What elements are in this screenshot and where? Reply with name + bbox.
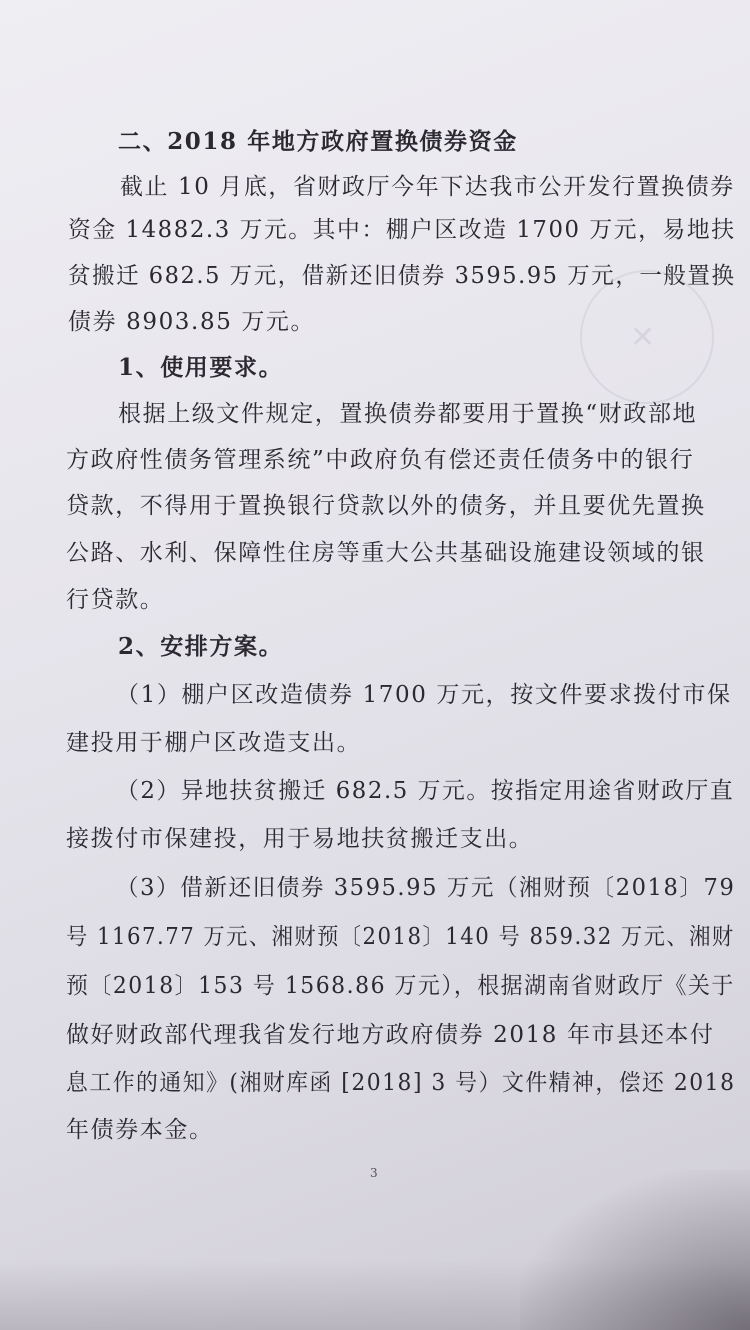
paragraph-line: 方政府性债务管理系统”中政府负有偿还责任债务中的银行: [66, 447, 695, 473]
page-number: 3: [370, 1166, 378, 1180]
paragraph-line: 息工作的通知》(湘财库函 [2018] 3 号）文件精神，偿还 2018: [66, 1070, 736, 1096]
paragraph-line: 接拨付市保建投，用于易地扶贫搬迁支出。: [66, 826, 534, 852]
paragraph-line: 建投用于棚户区改造支出。: [66, 730, 362, 756]
paragraph-line: 做好财政部代理我省发行地方政府债券 2018 年市县还本付: [66, 1022, 715, 1048]
subsection-heading: 1、使用要求。: [118, 354, 284, 381]
corner-shadow: [520, 1170, 750, 1330]
paragraph-line: 预〔2018〕153 号 1568.86 万元），根据湖南省财政厅《关于: [66, 973, 735, 999]
faint-seal-mark: ✕: [630, 320, 656, 355]
paragraph-line: （1）棚户区改造债券 1700 万元，按文件要求拨付市保: [116, 682, 732, 708]
paragraph-line: 债券 8903.85 万元。: [68, 309, 316, 335]
section-heading: 二、2018 年地方政府置换债券资金: [118, 128, 518, 155]
paragraph-line: 资金 14882.3 万元。其中：棚户区改造 1700 万元，易地扶: [68, 217, 736, 243]
paragraph-line: 公路、水利、保障性住房等重大公共基础设施建设领域的银: [66, 540, 706, 566]
paragraph-line: 截止 10 月底，省财政厅今年下达我市公开发行置换债券: [120, 174, 735, 200]
paragraph-line: 年债券本金。: [66, 1117, 214, 1143]
paragraph-line: （2）异地扶贫搬迁 682.5 万元。按指定用途省财政厅直: [116, 778, 735, 804]
paragraph-line: 贫搬迁 682.5 万元，借新还旧债券 3595.95 万元，一般置换: [68, 263, 736, 289]
paragraph-line: 根据上级文件规定，置换债券都要用于置换“财政部地: [118, 401, 698, 427]
paragraph-line: 贷款，不得用于置换银行贷款以外的债务，并且要优先置换: [66, 493, 706, 519]
paragraph-line: 号 1167.77 万元、湘财预〔2018〕140 号 859.32 万元、湘财: [66, 924, 735, 950]
paragraph-line: （3）借新还旧债券 3595.95 万元（湘财预〔2018〕79: [116, 875, 736, 901]
paragraph-line: 行贷款。: [66, 587, 165, 613]
subsection-heading: 2、安排方案。: [118, 633, 284, 660]
